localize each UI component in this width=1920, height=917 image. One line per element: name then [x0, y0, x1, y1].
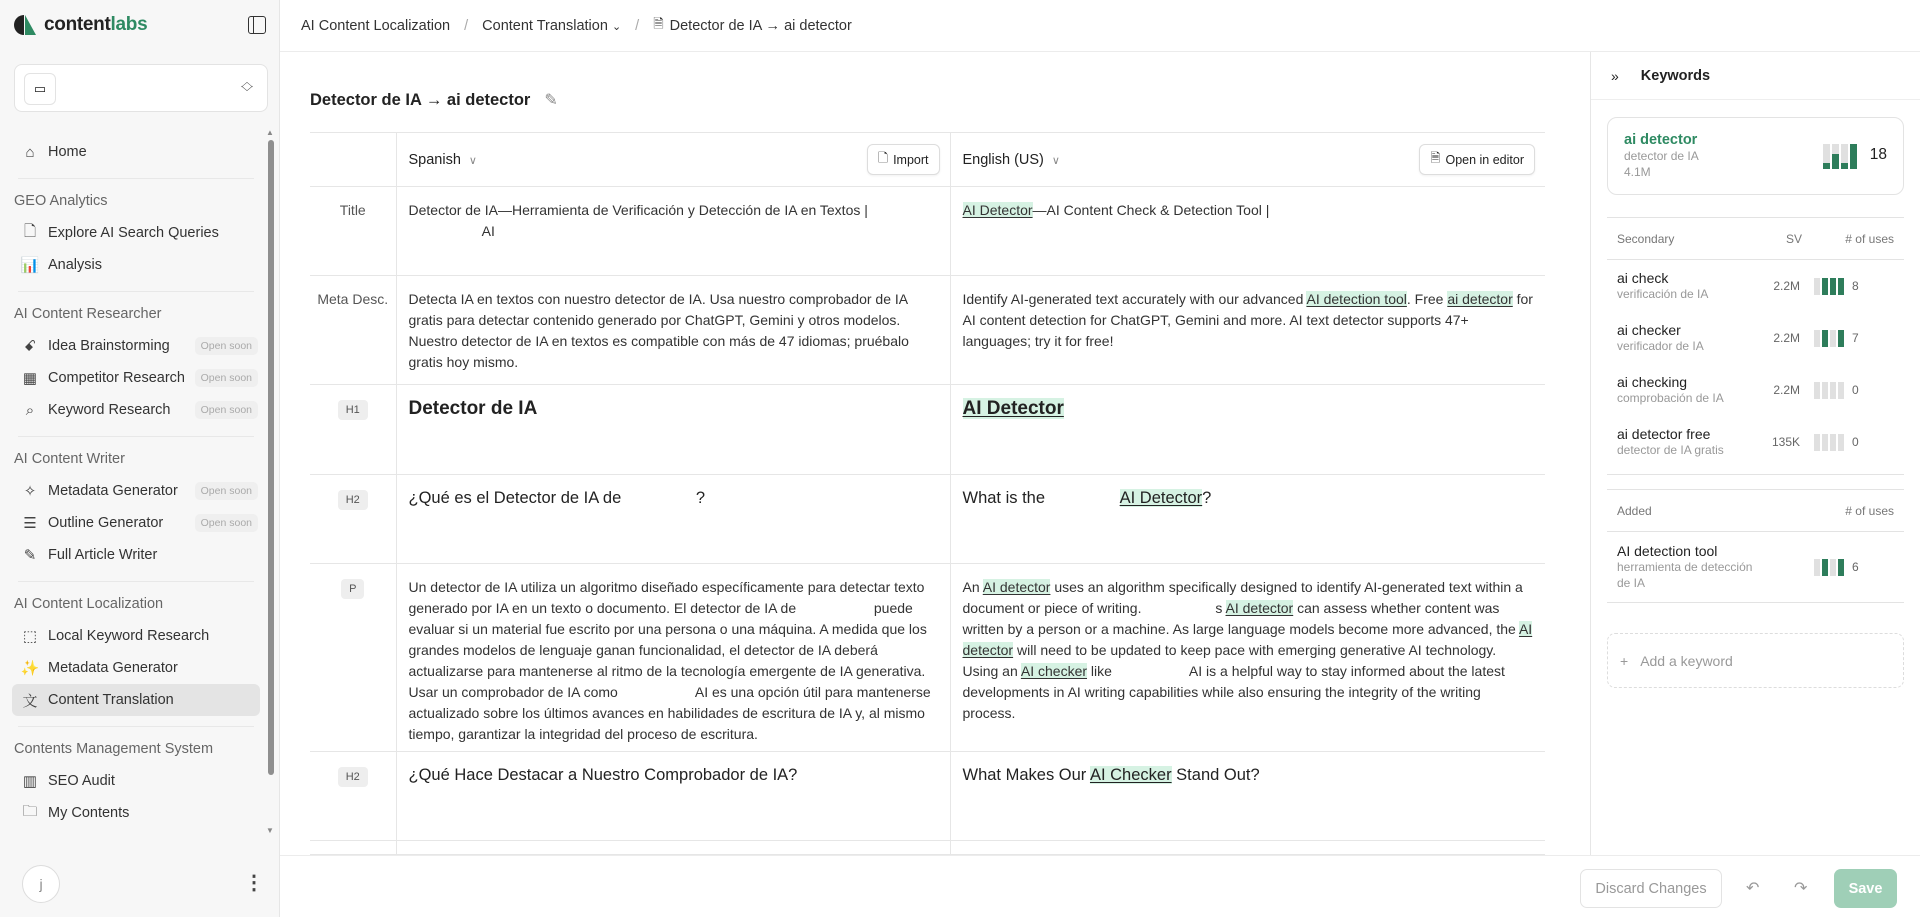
usage-bar-fill: [1823, 163, 1830, 169]
added-header-name: Added: [1617, 503, 1652, 518]
text-segment: ?: [695, 489, 706, 507]
usage-bar: [1814, 330, 1820, 347]
save-button[interactable]: Save: [1834, 869, 1897, 908]
usage-bar: [1830, 559, 1836, 576]
target-cell[interactable]: [950, 276, 1545, 385]
usage-bars: [1814, 330, 1844, 347]
keyword-uses-count: 0: [1852, 435, 1859, 449]
keyword-sv: 2.2M: [1773, 279, 1800, 293]
sidebar-section-title: GEO Analytics: [14, 193, 108, 209]
brain-icon: ꗃ: [24, 337, 36, 355]
keyword-translation: detector de IA gratis: [1617, 443, 1724, 457]
secondary-header: [1607, 218, 1904, 260]
keyword-highlight[interactable]: ai detector: [1447, 291, 1513, 307]
source-cell[interactable]: [396, 752, 950, 841]
sparkles-icon: ✨: [20, 660, 40, 677]
keyword-highlight[interactable]: AI detection tool: [1306, 291, 1407, 307]
file-import-icon: 🗋: [878, 151, 889, 165]
usage-bar-fill: [1838, 278, 1844, 295]
primary-keyword-translation: detector de IA: [1624, 149, 1699, 163]
usage-bars: [1814, 382, 1844, 399]
import-label: Import: [893, 152, 929, 167]
sidebar-section-title: AI Content Researcher: [14, 306, 162, 322]
edit-pencil-icon[interactable]: ✎: [544, 92, 558, 109]
sidebar-item-label: Full Article Writer: [48, 547, 158, 563]
sidebar-item-analysis[interactable]: [12, 249, 260, 281]
open-soon-badge: Open soon: [195, 369, 258, 387]
sidebar-item-label: Competitor Research: [48, 370, 185, 386]
table-row: [310, 752, 1545, 841]
sidebar-item-label: SEO Audit: [48, 773, 115, 789]
target-cell[interactable]: [950, 752, 1545, 841]
keyword-name-block: [1617, 270, 1752, 302]
primary-keyword-sv: 4.1M: [1624, 165, 1651, 179]
add-keyword-button[interactable]: [1607, 633, 1904, 688]
row-type-tag: H1: [338, 400, 368, 420]
keyword-highlight[interactable]: AI detector: [982, 579, 1051, 595]
sidebar-section-title: AI Content Writer: [14, 451, 125, 467]
row-label-header: [310, 133, 396, 187]
chevron-down-icon: ∨: [1051, 154, 1060, 167]
text-segment: Stand Out?: [1171, 766, 1260, 784]
sidebar-divider: [18, 726, 254, 727]
sidebar-divider: [18, 436, 254, 437]
text-segment: will need to be updated to keep pace with emerging generative AI technology. Using an: [962, 642, 1497, 679]
text-segment: AI: [478, 223, 495, 239]
keywords-header: [1591, 52, 1920, 100]
sidebar-item-label: Metadata Generator: [48, 483, 178, 499]
target-language-column: [950, 133, 1545, 187]
scroll-up-arrow[interactable]: ▲: [266, 128, 274, 137]
row-label: [310, 564, 396, 752]
translate-icon: 文: [22, 692, 38, 710]
added-header-uses: # of uses: [1845, 503, 1894, 518]
keyword-highlight[interactable]: AI Checker: [1089, 766, 1172, 784]
target-language-select[interactable]: [963, 152, 1060, 168]
scan-search-icon: ⌕: [25, 401, 35, 419]
breadcrumb-separator: /: [635, 17, 640, 34]
usage-bar: [1830, 434, 1836, 451]
logo-icon: [14, 14, 38, 36]
usage-bar-fill: [1838, 330, 1844, 347]
usage-bars: [1814, 559, 1844, 576]
added-keywords-table: [1607, 489, 1904, 603]
keyword-translation: herramienta de detección de IA: [1617, 560, 1753, 590]
usage-bar: [1841, 144, 1848, 169]
sidebar-item-competitor-research[interactable]: [12, 362, 260, 394]
sidebar-item-metadata-generator[interactable]: [12, 652, 260, 684]
logo-text: [44, 14, 147, 36]
chevron-up-down-icon: ︿ ﹀: [240, 75, 253, 99]
usage-bar: [1822, 330, 1828, 347]
keyword-highlight[interactable]: AI Detector: [962, 398, 1064, 419]
keyword-name: ai checking: [1617, 374, 1688, 390]
usage-bar: [1814, 278, 1820, 295]
keyword-name: ai detector free: [1617, 426, 1711, 442]
keywords-panel: [1590, 52, 1920, 855]
secondary-header-sv: SV: [1785, 231, 1802, 246]
file-search-icon: 🗋: [23, 222, 37, 240]
usage-bar-fill: [1841, 163, 1848, 169]
usage-bar: [1850, 144, 1857, 169]
text-segment: ¿Qué Hace Destacar a Nuestro Comprobador de IA?: [408, 766, 798, 784]
keyword-row[interactable]: [1607, 416, 1904, 468]
text-segment: Un detector de IA utiliza un algoritmo diseñado específicamente para detectar texto generado por IA en un texto o documento. El detector de IA de: [408, 579, 925, 616]
usage-bar: [1814, 434, 1820, 451]
row-type-tag: H2: [338, 490, 368, 510]
table-row: [310, 841, 1545, 855]
usage-bar-fill: [1822, 559, 1828, 576]
text-segment: can assess whether content was written by a person or a machine. As large language models become more advanced, the: [962, 600, 1519, 637]
sidebar-toggle-icon[interactable]: [248, 16, 266, 34]
breadcrumb-item[interactable]: AI Content Localization: [301, 17, 451, 34]
breadcrumb: [280, 0, 1920, 52]
logo[interactable]: [14, 14, 147, 36]
open-soon-badge: Open soon: [195, 482, 258, 500]
text-segment: puede evaluar si un material fue escrito por una persona o una máquina. A medida que los grandes modelos de lenguaje ganan funcionalidad, el detector de IA deberá actualizarse para mantenerse al ritmo de la tecnología emergente de IA generativa. Usar un comprobador de IA como: [408, 600, 927, 700]
source-cell[interactable]: [396, 276, 950, 385]
keyword-translation: verificador de IA: [1617, 339, 1704, 353]
secondary-header-name: Secondary: [1617, 231, 1675, 246]
translation-table: [310, 132, 1545, 855]
text-segment: Detector de IA: [408, 398, 538, 419]
logo-text-a: content: [44, 14, 111, 35]
row-type-label: Meta Desc.: [317, 291, 389, 307]
sidebar-scrollbar[interactable]: [268, 140, 274, 775]
folder-open-icon: 🗀: [22, 802, 38, 820]
added-header: [1607, 490, 1904, 532]
keyword-translation: comprobación de IA: [1617, 391, 1724, 405]
keyword-uses-count: 6: [1852, 560, 1859, 574]
source-language-label: Spanish: [408, 151, 461, 168]
row-label: [310, 475, 396, 564]
dashed-scan-icon: ⬚: [22, 628, 38, 645]
text-segment: like: [1087, 663, 1116, 679]
keyword-name: AI detection tool: [1617, 543, 1718, 559]
target-cell[interactable]: [950, 385, 1545, 475]
text-segment: ?: [1202, 489, 1212, 507]
secondary-header-uses: # of uses: [1845, 231, 1894, 246]
primary-keyword-card[interactable]: [1607, 117, 1904, 195]
breadcrumb-separator: /: [464, 17, 469, 34]
usage-bar: [1832, 144, 1839, 169]
usage-bar: [1838, 330, 1844, 347]
text-segment: What is the: [962, 489, 1050, 507]
sidebar-item-label: Keyword Research: [48, 402, 171, 418]
sidebar-divider: [18, 291, 254, 292]
row-label: [310, 752, 396, 841]
keyword-uses: [1812, 434, 1894, 451]
sidebar-section-title: AI Content Localization: [14, 596, 164, 612]
text-segment: s: [1215, 600, 1226, 616]
undo-icon[interactable]: ↶: [1746, 880, 1760, 897]
breadcrumb-label: Content Translation: [482, 17, 608, 34]
open-soon-badge: Open soon: [195, 337, 258, 355]
text-segment: Detecta IA en textos con nuestro detector de IA. Usa nuestro comprobador de IA gratis para detectar contenido generado por ChatGPT, Gemini y otros modelos. Nuestro detector de IA en textos es compatible con más de 47 idiomas; pruébalo gratis hoy mismo.: [408, 291, 909, 370]
plus-icon: +: [1620, 652, 1629, 669]
home-icon: ⌂: [25, 143, 35, 161]
chevron-down-icon: ⌄: [611, 20, 622, 33]
keyword-uses: [1812, 330, 1894, 347]
usage-bar-fill: [1822, 330, 1828, 347]
open-in-editor-label: Open in editor: [1445, 152, 1524, 167]
workspace-selector[interactable]: [14, 64, 268, 112]
keyword-translation: verificación de IA: [1617, 287, 1709, 301]
source-language-select[interactable]: [409, 152, 477, 168]
keyword-uses: [1812, 278, 1894, 295]
sidebar-item-label: My Contents: [48, 805, 130, 821]
source-language-column: [396, 133, 950, 187]
sidebar-item-label: Outline Generator: [48, 515, 164, 531]
keyword-sv: 135K: [1771, 435, 1800, 449]
usage-bar-fill: [1822, 278, 1828, 295]
text-segment: uses an algorithm specifically designed to identify AI-generated text within a document or piece of writing.: [962, 579, 1523, 616]
keyword-name-block: [1617, 426, 1752, 458]
import-button[interactable]: [867, 144, 940, 175]
keyword-row[interactable]: [1607, 312, 1904, 364]
breadcrumb-current: Detector de IA → ai detector: [669, 17, 852, 34]
redo-icon[interactable]: ↷: [1794, 880, 1808, 897]
row-type-tag: H2: [338, 767, 368, 787]
sidebar-section-title: Contents Management System: [14, 741, 214, 757]
sidebar-item-local-keyword-research[interactable]: [12, 620, 260, 652]
secondary-keywords-table: [1607, 217, 1904, 475]
target-cell[interactable]: [950, 187, 1545, 276]
page-title: [310, 90, 558, 110]
usage-bar: [1814, 382, 1820, 399]
sidebar-divider: [18, 178, 254, 179]
notebook-pen-icon: ✎: [23, 547, 37, 564]
usage-bar: [1814, 559, 1820, 576]
sidebar-item-full-article-writer[interactable]: [12, 539, 260, 571]
sparkle-icon: ✧: [23, 483, 37, 500]
sidebar-item-label: Local Keyword Research: [48, 628, 210, 644]
usage-bar-fill: [1830, 278, 1836, 295]
usage-bar: [1830, 278, 1836, 295]
open-soon-badge: Open soon: [195, 401, 258, 419]
text-segment: . Free: [1406, 291, 1448, 307]
sidebar-item-outline-generator[interactable]: [12, 507, 260, 539]
text-segment: ¿Qué es el Detector de IA de: [408, 489, 626, 507]
sidebar-item-label: Explore AI Search Queries: [48, 225, 219, 241]
usage-bar: [1838, 559, 1844, 576]
usage-bar: [1838, 382, 1844, 399]
table-row: [310, 564, 1545, 752]
file-icon: 🗎: [653, 15, 664, 31]
audit-chart-icon: ▥: [22, 773, 38, 790]
keyword-highlight[interactable]: AI Detector: [962, 202, 1033, 218]
primary-keyword-uses: 18: [1869, 146, 1887, 163]
keyword-uses-count: 0: [1852, 383, 1859, 397]
usage-bar: [1830, 330, 1836, 347]
collapse-panel-icon[interactable]: »: [1611, 67, 1619, 84]
sidebar-item-idea-brainstorming[interactable]: [12, 330, 260, 362]
target-language-label: English (US): [962, 151, 1044, 168]
document-icon: 🗎: [1430, 151, 1441, 165]
sidebar-item-label: Content Translation: [48, 692, 174, 708]
text-segment: What Makes Our: [962, 766, 1090, 784]
keyword-highlight[interactable]: AI checker: [1020, 663, 1088, 679]
text-segment: AI is a helpful way to stay informed about the latest developments in AI writing capabilities while also ensuring the integrity of the writing process.: [962, 663, 1505, 721]
usage-bars: [1814, 434, 1844, 451]
sidebar-item-metadata-generator[interactable]: [12, 475, 260, 507]
sidebar-item-seo-audit[interactable]: [12, 765, 260, 797]
open-in-editor-button[interactable]: [1419, 144, 1535, 175]
sidebar-item-explore-ai-search-queries[interactable]: [12, 217, 260, 249]
sidebar-item-label: Idea Brainstorming: [48, 338, 170, 354]
row-label: [310, 187, 396, 276]
sidebar-item-label: Analysis: [48, 257, 102, 273]
usage-bar-fill: [1832, 154, 1839, 169]
avatar[interactable]: j: [22, 865, 60, 903]
keyword-sv: 2.2M: [1773, 331, 1800, 345]
source-cell[interactable]: [396, 385, 950, 475]
row-type-tag: P: [341, 579, 364, 599]
keyword-highlight[interactable]: AI Detector: [1119, 489, 1203, 507]
keyword-name: ai check: [1617, 270, 1669, 286]
source-cell[interactable]: [396, 187, 950, 276]
target-cell[interactable]: [950, 475, 1545, 564]
usage-bars: [1823, 144, 1857, 169]
keyword-row[interactable]: [1607, 364, 1904, 416]
translation-editor: [280, 52, 1590, 855]
table-row: [310, 187, 1545, 276]
usage-bar: [1822, 434, 1828, 451]
sidebar: [0, 0, 280, 917]
usage-bars: [1814, 278, 1844, 295]
text-segment: for AI content detection for ChatGPT, Gemini and more. AI text detector supports 47+ languages; try it for free!: [962, 291, 1533, 349]
source-cell[interactable]: [396, 475, 950, 564]
row-label: [310, 276, 396, 385]
sidebar-item-my-contents[interactable]: [12, 797, 260, 829]
target-cell[interactable]: [950, 841, 1545, 855]
keyword-highlight[interactable]: AI detector: [962, 621, 1533, 658]
keyword-name-block: [1617, 543, 1812, 591]
discard-changes-button[interactable]: Discard Changes: [1580, 869, 1722, 908]
usage-bar: [1822, 278, 1828, 295]
document-title: Detector de IA → ai detector: [310, 90, 531, 109]
row-label: [310, 841, 396, 855]
chevron-down-icon: ∨: [468, 154, 477, 167]
primary-keyword: ai detector: [1624, 132, 1698, 148]
folder-icon: ▭: [24, 73, 56, 105]
row-type-label: Title: [339, 202, 366, 218]
text-segment: Detector de IA—Herramienta de Verificación y Detección de IA en Textos |: [408, 202, 868, 218]
target-cell[interactable]: [950, 564, 1545, 752]
usage-bar: [1838, 278, 1844, 295]
text-segment: AI es una opción útil para mantenerse actualizado sobre los últimos avances en habilidades de escritura de IA y, al mismo tiempo, garantizar la integridad del proceso de escritura.: [408, 684, 931, 742]
text-segment: An: [962, 579, 983, 595]
keyword-uses: [1812, 382, 1894, 399]
more-options-icon[interactable]: ⋮: [244, 872, 264, 894]
sidebar-item-keyword-research[interactable]: [12, 394, 260, 426]
add-keyword-label: Add a keyword: [1640, 652, 1733, 669]
footer-bar: [280, 855, 1920, 917]
keyword-row[interactable]: [1607, 260, 1904, 312]
sidebar-nav: [12, 136, 260, 836]
keywords-title: Keywords: [1640, 67, 1711, 84]
scroll-down-arrow[interactable]: ▼: [266, 826, 274, 835]
sidebar-item-content-translation[interactable]: [12, 684, 260, 716]
open-soon-badge: Open soon: [195, 514, 258, 532]
source-cell[interactable]: [396, 564, 950, 752]
keyword-highlight[interactable]: AI detector: [1225, 600, 1294, 616]
logo-text-b: labs: [110, 14, 148, 35]
keyword-name-block: [1617, 374, 1752, 406]
keyword-uses-count: 8: [1852, 279, 1859, 293]
sidebar-item-home[interactable]: [12, 136, 260, 168]
sidebar-item-label: Metadata Generator: [48, 660, 178, 676]
keyword-name: ai checker: [1617, 322, 1681, 338]
table-row: [310, 385, 1545, 475]
usage-bar: [1822, 382, 1828, 399]
usage-bar-fill: [1850, 144, 1857, 169]
bar-chart-icon: 📊: [20, 257, 40, 274]
text-segment: —AI Content Check & Detection Tool |: [1032, 202, 1274, 218]
usage-bar: [1823, 144, 1830, 169]
table-row: [310, 475, 1545, 564]
source-cell[interactable]: [396, 841, 950, 855]
keyword-sv: 2.2M: [1773, 383, 1800, 397]
keyword-row[interactable]: [1607, 532, 1904, 602]
usage-bar: [1830, 382, 1836, 399]
text-segment: Identify AI-generated text accurately with our advanced: [962, 291, 1307, 307]
usage-bar-fill: [1838, 559, 1844, 576]
building-icon: ▦: [22, 370, 38, 387]
list-icon: ☰: [23, 515, 37, 532]
breadcrumb-item-dropdown[interactable]: [482, 18, 621, 34]
row-label: [310, 385, 396, 475]
keyword-uses: [1812, 559, 1894, 576]
keyword-uses-count: 7: [1852, 331, 1859, 345]
sidebar-divider: [18, 581, 254, 582]
usage-bar: [1838, 434, 1844, 451]
keyword-name-block: [1617, 322, 1752, 354]
sidebar-item-label: Home: [48, 144, 87, 160]
table-row: [310, 276, 1545, 385]
usage-bar: [1822, 559, 1828, 576]
